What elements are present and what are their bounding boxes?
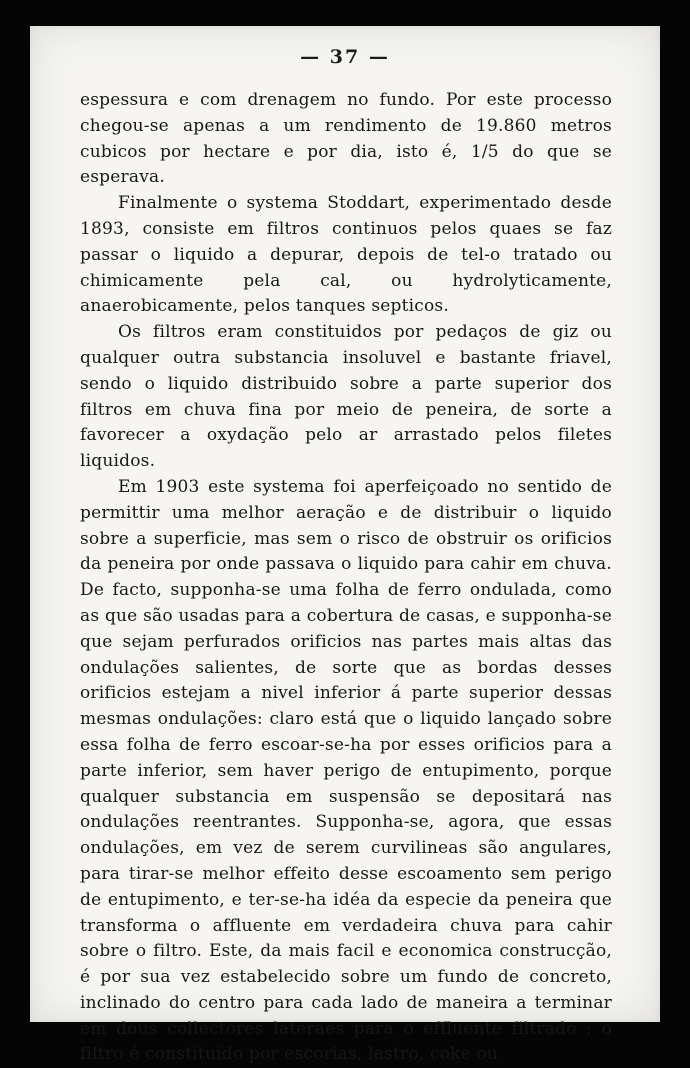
book-page — [30, 26, 660, 1065]
paragraph: espessura e com drenagem no fundo. Por este processo chegou-se apenas a um rendimento de 19.860 metros cubicos por hectare e por dia, isto é, 1/5 do que se esperava. — [80, 90, 612, 188]
paragraph: Finalmente o systema Stoddart, experimentado desde 1893, consiste em filtros continuos pelos quaes se faz passar o liquido a depurar, depois de tel-o tratado ou chimicamente pela cal, ou hydrolyticamente, anaerobicamente, pelos tanques septicos. — [80, 193, 612, 317]
body-text — [80, 88, 612, 1068]
page-number: — 37 — — [300, 46, 390, 68]
paragraph: Os filtros eram constituidos por pedaços de giz ou qualquer outra substancia insoluvel e bastante friavel, sendo o liquido distribuido sobre a parte superior dos filtros em chuva fina por meio de peneira, de sorte a favorecer a oxydação pelo ar arrastado pelos filetes liquidos. — [80, 322, 612, 472]
paragraph: Em 1903 este systema foi aperfeiçoado no sentido de permittir uma melhor aeração e de distribuir o liquido sobre a superficie, mas sem o risco de obstruir os orificios da peneira por onde passava o liquido para cahir em chuva. De facto, supponha-se uma folha de ferro ondulada, como as que são usadas para a cobertura de casas, e supponha-se que sejam perfurados orificios nas partes mais altas das ondulações salientes, de sorte que as bordas desses orificios estejam a nivel inferior á parte superior dessas mesmas ondulações: claro está que o liquido lançado sobre essa folha de ferro escoar-se-ha por esses orificios para a parte inferior, sem haver perigo de entupimento, porque qualquer substancia em suspensão se depositará nas ondulações reentrantes. Supponha-se, agora, que essas ondulações, em vez de serem curvilineas são angulares, para tirar-se melhor effeito desse escoamento sem perigo de entupimento, e ter-se-ha idéa da especie da peneira que transforma o affluente em verdadeira chuva para cahir sobre o filtro. Este, da mais facil e economica construcção, é por sua vez estabelecido sobre um fundo de concreto, inclinado do centro para cada lado de maneira a terminar em dous collectores lateraes para o effluente filtrado ; o filtro é constituido por escorias, lastro, coke ou — [80, 476, 612, 1065]
